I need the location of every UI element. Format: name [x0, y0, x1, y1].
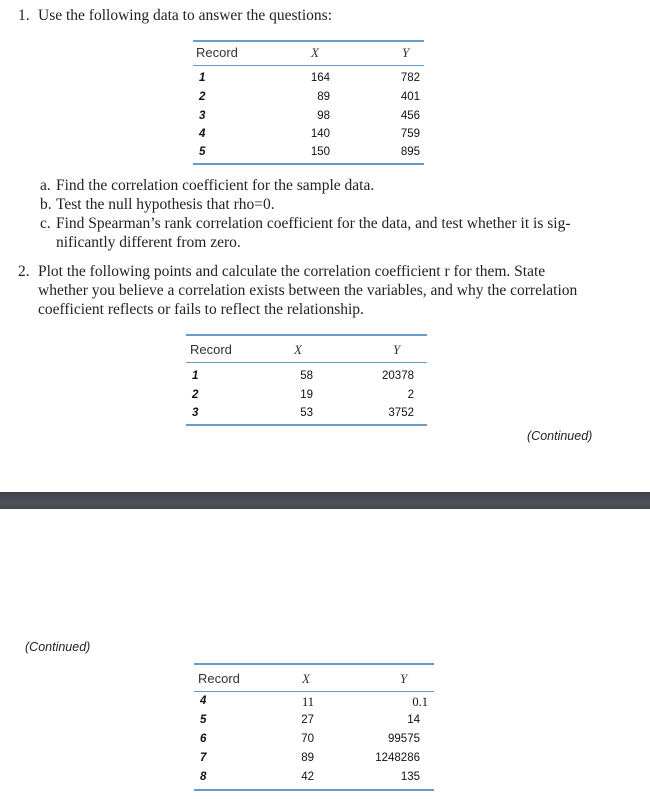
- table-1-cell-record: 2: [199, 91, 206, 103]
- table-2-cell-y: 2: [407, 389, 414, 401]
- table-1-top-rule: [193, 40, 424, 42]
- part-text: Find Spearman’s rank correlation coefficient for the data, and test whether it is sig-: [56, 215, 571, 232]
- table-1-cell-x: 150: [310, 146, 330, 158]
- table-3-bottom-rule: [194, 789, 434, 791]
- table-3-cell-x: 27: [301, 714, 314, 726]
- table-1-header-x: X: [311, 45, 319, 60]
- table-2-header-record: Record: [190, 342, 232, 357]
- table-3-header-rule: [194, 691, 434, 692]
- question-2-number: 2.: [18, 263, 30, 280]
- question-1-number: 1.: [18, 7, 30, 24]
- table-3-cell-x: 89: [301, 752, 314, 764]
- table-2-cell-x: 53: [300, 407, 313, 419]
- table-1-cell-x: 140: [310, 128, 330, 140]
- table-3-cell-record: 6: [200, 733, 207, 745]
- table-1-cell-y: 895: [400, 146, 420, 158]
- table-1-cell-record: 5: [199, 146, 206, 158]
- question-2-line-1: Plot the following points and calculate the correlation coefficient r for them. State: [38, 263, 546, 280]
- table-2-header-y: Y: [393, 342, 401, 357]
- table-3-cell-y: 1248286: [375, 752, 420, 764]
- question-1-part-b: [40, 195, 640, 214]
- part-letter: a.: [40, 177, 51, 194]
- table-1-cell-y: 759: [400, 128, 420, 140]
- table-2-cell-record: 2: [192, 389, 199, 401]
- table-2-cell-y: 3752: [388, 407, 414, 419]
- question-2-line-3: coefficient reflects or fails to reflect the relationship.: [38, 301, 364, 318]
- table-1-cell-record: 4: [199, 128, 206, 140]
- table-1-cell-y: 782: [400, 72, 420, 84]
- table-1-cell-x: 164: [310, 72, 330, 84]
- table-3-cell-y: 0.1: [412, 695, 428, 709]
- table-2: [186, 334, 427, 426]
- table-3-header-record: Record: [198, 671, 240, 686]
- table-1-header-record: Record: [196, 45, 238, 60]
- table-1-cell-y: 401: [400, 91, 420, 103]
- table-1-header-y: Y: [402, 45, 410, 60]
- question-2-line-2: whether you believe a correlation exists between the variables, and why the correlation: [38, 282, 578, 299]
- continued-label: (Continued): [25, 640, 91, 654]
- table-3-top-rule: [194, 663, 434, 665]
- table-1-header-rule: [193, 65, 424, 66]
- part-text: Find the correlation coefficient for the sample data.: [56, 177, 375, 194]
- question-1-text: Use the following data to answer the questions:: [38, 7, 333, 24]
- question-2: [18, 262, 638, 319]
- table-3-cell-y: 135: [400, 771, 420, 783]
- table-2-header-x: X: [294, 342, 302, 357]
- part-letter: c.: [40, 215, 51, 232]
- page-divider: [0, 492, 650, 509]
- table-3-header-y: Y: [400, 671, 408, 686]
- table-3-cell-x: 42: [301, 771, 314, 783]
- table-1-bottom-rule: [193, 163, 424, 165]
- question-1-part-a: [40, 176, 640, 195]
- table-1-cell-x: 89: [317, 91, 330, 103]
- table-2-cell-record: 1: [192, 370, 199, 382]
- table-1-cell-record: 1: [199, 72, 206, 84]
- table-3-header-x: X: [302, 671, 310, 686]
- table-1-cell-x: 98: [317, 110, 330, 122]
- page-2: [0, 509, 650, 799]
- part-letter: b.: [40, 196, 52, 213]
- table-2-cell-y: 20378: [382, 370, 414, 382]
- table-2-cell-x: 58: [300, 370, 313, 382]
- table-3-cell-record: 4: [200, 695, 207, 707]
- table-2-header-rule: [186, 362, 427, 363]
- table-3-cell-record: 7: [200, 752, 207, 764]
- table-1-cell-y: 456: [400, 110, 420, 122]
- question-1: [18, 6, 638, 26]
- part-text-continued: nificantly different from zero.: [56, 234, 241, 251]
- question-1-part-c: [40, 214, 640, 252]
- table-3-cell-y: 99575: [388, 733, 420, 745]
- table-2-cell-x: 19: [300, 389, 313, 401]
- continued-label: (Continued): [527, 429, 593, 443]
- table-3-cell-record: 5: [200, 714, 207, 726]
- table-3-cell-record: 8: [200, 771, 207, 783]
- table-2-top-rule: [186, 334, 427, 336]
- part-text: Test the null hypothesis that rho=0.: [56, 196, 275, 213]
- table-3-cell-x: 11: [301, 695, 314, 709]
- table-1: [193, 40, 424, 165]
- table-1-cell-record: 3: [199, 110, 206, 122]
- table-2-cell-record: 3: [192, 407, 199, 419]
- table-3-cell-y: 14: [407, 714, 420, 726]
- table-2-bottom-rule: [186, 424, 427, 426]
- table-3: [194, 663, 434, 792]
- table-3-cell-x: 70: [301, 733, 314, 745]
